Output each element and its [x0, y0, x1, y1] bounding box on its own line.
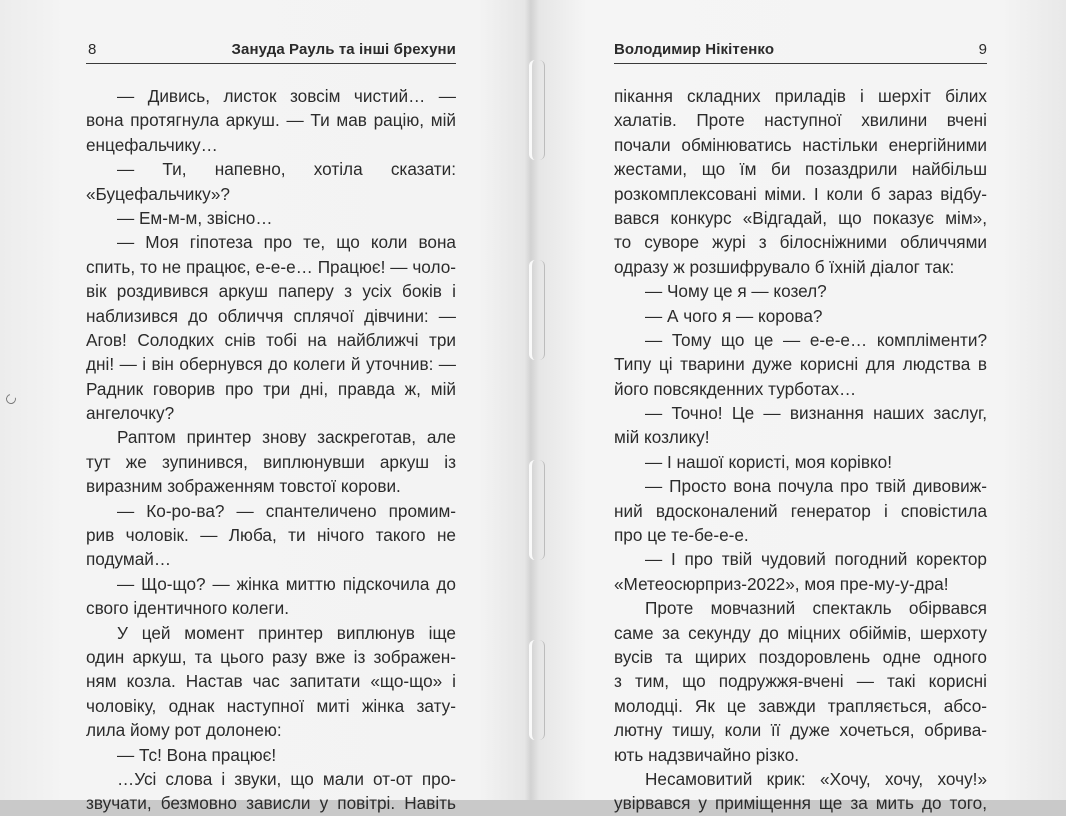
- text-line: ангелочку?: [86, 403, 175, 424]
- text-line: Радник говорив про три дні, правда ж, мій: [86, 378, 456, 399]
- text-line: — Тс! Вона працює!: [117, 744, 277, 765]
- page-number: 9: [978, 41, 987, 58]
- text-line: виразним зображенням товстої корови.: [86, 476, 401, 497]
- page-number: 8: [88, 41, 97, 58]
- text-line: — Просто вона почула про твій дивовиж-: [645, 476, 987, 497]
- text-line: Проте мовчазний спектакль обірвався: [645, 598, 987, 619]
- text-line: звучати, безмовно зависли у повітрі. Навіть: [86, 793, 456, 814]
- text-line: саме за секунду до міцних обіймів, шерхоту: [614, 622, 987, 643]
- text-line: рив чоловік. — Люба, ти нічого такого не: [86, 525, 456, 546]
- left-page: [0, 0, 533, 814]
- text-line: Агов! Солодких снів тобі на найближчі три: [86, 329, 456, 350]
- text-line: — Дивись, листок зовсім чистий… —: [117, 86, 456, 106]
- text-line: — Чому це я — козел?: [645, 281, 827, 302]
- text-line: його повсякденних турботах…: [614, 378, 857, 399]
- text-line: ний вдосконалений генератор і сповістила: [614, 500, 987, 521]
- text-line: вусів та щирих поздоровлень одне одного: [614, 646, 987, 667]
- text-line: молодці. Як це завжди трапляється, абсо-: [614, 695, 987, 716]
- text-line: розкомплексовані міми. І коли б зараз відбу-: [614, 183, 987, 204]
- text-line: вона протягнула аркуш. — Ти мав рацію, мій: [86, 110, 456, 131]
- text-line: Несамовитий крик: «Хочу, хочу, хочу!»: [645, 768, 987, 789]
- text-line: почали обмінюватись настільки енергійними: [614, 134, 987, 155]
- running-title: Володимир Нікітенко: [614, 41, 775, 58]
- text-line: халатів. Проте наступної хвилини вчені: [614, 110, 987, 131]
- text-line: — І про твій чудовий погодний коректор: [645, 549, 987, 570]
- text-line: пікання складних приладів і шерхіт білих: [614, 86, 987, 106]
- text-line: жестами, що їм би позаздрили найбільш: [614, 159, 987, 180]
- text-line: — Що-що? — жінка миттю підскочила до: [117, 573, 456, 594]
- text-line: свого ідентичного колеги.: [86, 598, 290, 619]
- right-page: [533, 0, 1066, 814]
- text-line: наблизився до обличчя сплячої дівчини: —: [86, 305, 456, 326]
- text-line: — Моя гіпотеза про те, що коли вона: [117, 232, 456, 253]
- text-line: — Точно! Це — визнання наших заслуг,: [645, 403, 987, 424]
- text-line: — А чого я — корова?: [645, 305, 823, 326]
- binding-stitch: [529, 640, 545, 740]
- text-line: — Ти, напевно, хотіла сказати:: [117, 159, 456, 180]
- text-line: чоловіку, однак наступної миті жінка зату-: [86, 695, 456, 716]
- right-page-header: [614, 41, 987, 64]
- text-line: У цей момент принтер виплюнув іще: [117, 622, 456, 643]
- text-line: одразу ж розшифрувало б їхній діалог так:: [614, 256, 955, 277]
- text-line: подумай…: [86, 549, 172, 570]
- text-line: про це те-бе-е-е.: [614, 525, 749, 546]
- running-title: Зануда Рауль та інші брехуни: [231, 41, 456, 58]
- text-line: — Ко-ро-ва? — спантеличено промим-: [117, 500, 456, 521]
- text-line: ють надзвичайно різко.: [614, 744, 800, 765]
- text-line: ням козла. Настав час запитати «що-що» і: [86, 671, 456, 692]
- text-line: — І нашої користі, моя корівко!: [645, 451, 893, 472]
- text-line: спить, то не працює, е-е-е… Працює! — чоло-: [86, 256, 456, 277]
- right-page-body-text: [614, 84, 987, 816]
- text-line: лила йому рот долонею:: [86, 720, 282, 741]
- text-line: енцефальчику…: [86, 134, 218, 155]
- text-line: вік роздивився аркуш паперу з усіх боків і: [86, 281, 456, 302]
- text-line: — Тому що це — е-е-е… компліменти?: [645, 329, 987, 350]
- text-line: «Метеосюрприз-2022», моя пре-му-у-дра!: [614, 573, 949, 594]
- text-line: «Буцефальчику»?: [86, 183, 230, 204]
- text-line: то суворе журі з білосніжними обличчями: [614, 232, 987, 253]
- text-line: Типу ці тварини дуже корисні для людства в: [614, 354, 987, 375]
- text-line: з тим, що подружжя-вчені — такі корисні: [614, 671, 987, 692]
- text-line: Раптом принтер знову заскреготав, але: [117, 427, 456, 448]
- text-line: тут же зупинився, виплюнувши аркуш із: [86, 451, 456, 472]
- text-line: один аркуш, та цього разу вже із зображен-: [86, 646, 456, 667]
- text-line: …Усі слова і звуки, що мали от-от про-: [117, 768, 456, 789]
- text-line: увірвався у приміщення ще за мить до того,: [614, 793, 987, 814]
- text-line: — Ем-м-м, звісно…: [117, 207, 273, 228]
- binding-stitch: [529, 460, 545, 560]
- text-line: мій козлику!: [614, 427, 710, 448]
- left-page-body-text: [86, 84, 456, 816]
- left-page-header: [86, 41, 456, 64]
- text-line: вався конкурс «Відгадай, що показує мім»,: [614, 207, 987, 228]
- binding-stitch: [529, 260, 545, 360]
- text-line: лютну тишу, коли її дуже хочеться, обрива-: [614, 720, 987, 741]
- binding-stitch: [529, 60, 545, 160]
- text-line: дні! — і він обернувся до колеги й уточнив: —: [86, 354, 456, 375]
